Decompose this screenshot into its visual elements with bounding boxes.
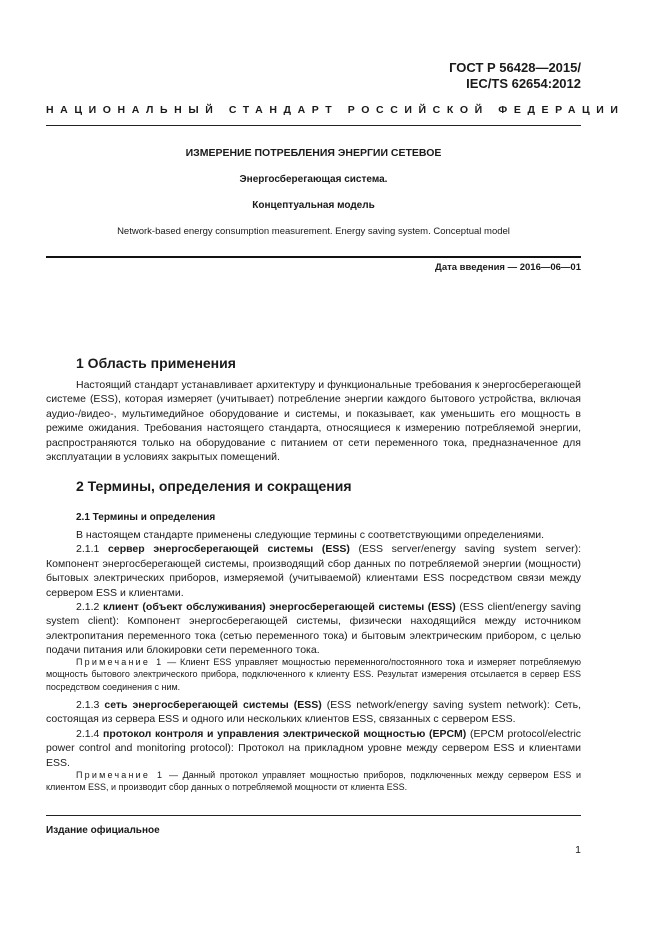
term-name: клиент (объект обслуживания) энергосберегающей системы (ESS): [102, 601, 456, 614]
designation-line-1: ГОСТ Р 56428—2015/: [449, 60, 581, 75]
section-2-heading: 2 Термины, определения и сокращения: [76, 478, 352, 494]
note-text: — Клиент ESS управляет мощностью переменного/постоянного тока и измеряет потребляемую мощность бытового электрического прибора, подключенного к клиенту ESS. Результат измерения отсылается в сервер ESS посредством соединения с ним.: [46, 657, 581, 692]
term-2-1-3: [46, 698, 581, 727]
term-number: 2.1.2: [76, 601, 100, 614]
header-rule: [46, 125, 581, 126]
term-number: 2.1.4: [76, 727, 100, 740]
official-edition-label: Издание официальное: [46, 825, 160, 836]
term-definition: (ESS client/energy saving system client): Компонент энергосберегающей системы, физически находящийся между источником электропитания переменного тока (сетью переменного тока) и бытовым электрическим прибором, с целью подачи питания или блокировки сети переменного тока.: [46, 601, 581, 657]
document-subtitle-1: Энергосберегающая система.: [239, 174, 388, 185]
term-name: сеть энергосберегающей системы (ESS): [104, 699, 322, 711]
section-1-paragraph: [46, 378, 581, 464]
term-number: 2.1.1: [76, 543, 100, 556]
document-subtitle-2: Концептуальная модель: [252, 200, 375, 211]
note-label: Примечание 1: [76, 657, 164, 667]
page-number: 1: [575, 844, 581, 856]
term-number: 2.1.3: [76, 699, 100, 711]
footer-rule: [46, 815, 581, 816]
national-standard-banner: НАЦИОНАЛЬНЫЙ СТАНДАРТ РОССИЙСКОЙ ФЕДЕРАЦИИ: [46, 104, 625, 116]
section-1-heading: 1 Область применения: [76, 355, 236, 371]
introduction-date: Дата введения — 2016—06—01: [435, 262, 581, 273]
note-1: [46, 656, 581, 693]
term-definition: (EPCM protocol/electric power control and monitoring protocol): Протокол на прикладном уровне между сервером ESS и клиентами ESS.: [46, 727, 582, 769]
terms-block: [46, 528, 581, 658]
designation-line-2: IEC/TS 62654:2012: [466, 76, 581, 91]
term-2-1-1: [46, 542, 581, 600]
terms-block-2: [46, 698, 581, 770]
document-title: ИЗМЕРЕНИЕ ПОТРЕБЛЕНИЯ ЭНЕРГИИ СЕТЕВОЕ: [185, 147, 442, 159]
term-name: протокол контроля и управления электрической мощностью (EPCM): [103, 727, 467, 740]
scope-text: Настоящий стандарт устанавливает архитектуру и функциональные требования к энергосберегающей системе (ESS), которая измеряет (учитывает) потребление энергии каждого бытового устройства, включая аудио-/видео-, мультимедийное оборудование и системы, и показывает, как уменьшить его мощность в режиме ожидания. Требования настоящего стандарта, относящиеся к измерению потребляемой энергии, распространяются только на оборудование с питанием от сети переменного тока, предназначенное для эксплуатации в условиях закрытых помещений.: [46, 379, 581, 464]
note-block-1: [46, 656, 581, 693]
standard-designation: [449, 60, 581, 92]
terms-intro: В настоящем стандарте применены следующие термины с соответствующими определениями.: [76, 529, 545, 541]
term-2-1-2: [46, 600, 581, 658]
term-definition: (ESS network/energy saving system network): Сеть, состоящая из сервера ESS и одного или нескольких клиентов ESS, связанных с сервером ESS.: [46, 699, 582, 726]
title-rule: [46, 256, 581, 258]
term-definition: (ESS server/energy saving system server): Компонент энергосберегающей системы, производящий сбор данных по потребляемой энергии (мощности) бытовых электрических приборов, измеряемой (учитываемой) клиентами ESS посредством связи между сервером ESS и клиентами.: [46, 543, 582, 599]
note-2: [46, 769, 581, 794]
term-name: сервер энергосберегающей системы (ESS): [108, 543, 350, 556]
note-block-2: [46, 769, 581, 794]
english-title: Network-based energy consumption measurement. Energy saving system. Conceptual model: [117, 226, 510, 237]
note-text: — Данный протокол управляет мощностью приборов, подключенных между сервером ESS и клиентом ESS, и производит сбор данных о потребляемой мощности от клиента ESS.: [46, 770, 581, 793]
note-label: Примечание 1: [76, 770, 165, 780]
term-2-1-4: [46, 727, 581, 770]
subsection-2-1-heading: 2.1 Термины и определения: [76, 512, 216, 523]
